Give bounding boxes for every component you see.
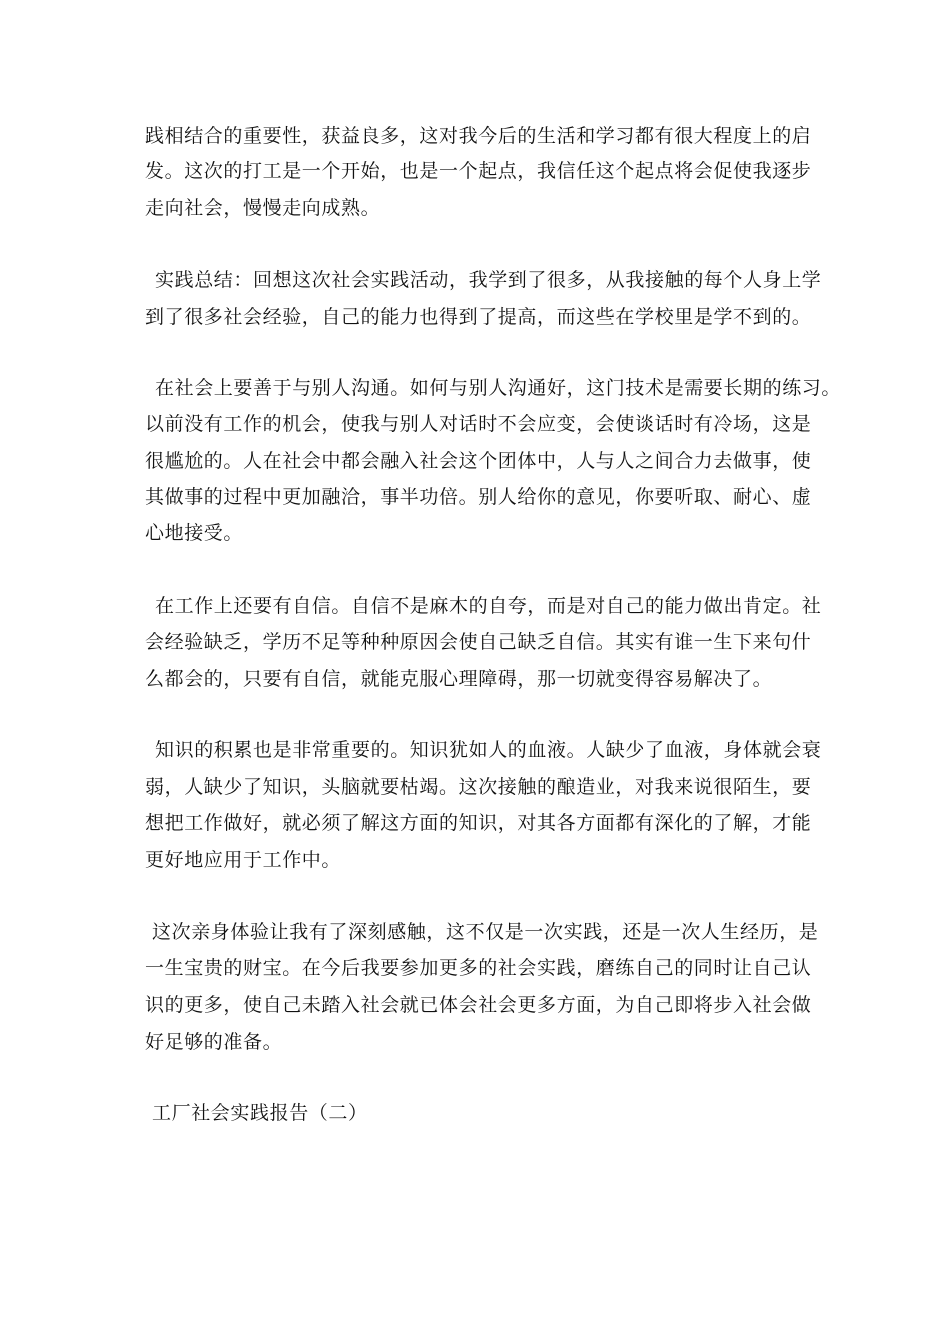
paragraph-1-line-2: 发。这次的打工是一个开始，也是一个起点，我信任这个起点将会促使我逐步: [145, 160, 812, 182]
experience-paragraph-line-3: 识的更多，使自己未踏入社会就已体会社会更多方面，为自己即将步入社会做: [145, 994, 812, 1016]
communication-paragraph-line-3: 很尴尬的。人在社会中都会融入社会这个团体中，人与人之间合力去做事，使: [145, 450, 812, 472]
communication-paragraph-line-1: 在社会上要善于与别人沟通。如何与别人沟通好，这门技术是需要长期的练习。: [155, 377, 842, 399]
confidence-paragraph-line-1: 在工作上还要有自信。自信不是麻木的自夸，而是对自己的能力做出肯定。社: [155, 595, 822, 617]
confidence-paragraph-line-3: 么都会的，只要有自信，就能克服心理障碍，那一切就变得容易解决了。: [145, 668, 773, 690]
experience-paragraph-line-1: 这次亲身体验让我有了深刻感触，这不仅是一次实践，还是一次人生经历，是: [152, 921, 819, 943]
knowledge-paragraph-line-1: 知识的积累也是非常重要的。知识犹如人的血液。人缺少了血液，身体就会衰: [155, 739, 822, 761]
knowledge-paragraph-line-4: 更好地应用于工作中。: [145, 849, 342, 871]
experience-paragraph-line-2: 一生宝贵的财宝。在今后我要参加更多的社会实践，磨练自己的同时让自己认: [145, 957, 812, 979]
paragraph-1-line-1: 践相结合的重要性，获益良多，这对我今后的生活和学习都有很大程度上的启: [145, 125, 812, 147]
summary-paragraph-line-2: 到了很多社会经验，自己的能力也得到了提高，而这些在学校里是学不到的。: [145, 306, 812, 328]
paragraph-1-line-3: 走向社会，慢慢走向成熟。: [145, 197, 381, 219]
summary-paragraph-line-1: 实践总结：回想这次社会实践活动，我学到了很多，从我接触的每个人身上学: [155, 269, 822, 291]
communication-paragraph-line-4: 其做事的过程中更加融洽，事半功倍。别人给你的意见，你要听取、耐心、虚: [145, 486, 812, 508]
confidence-paragraph-line-2: 会经验缺乏，学历不足等种种原因会使自己缺乏自信。其实有谁一生下来句什: [145, 631, 812, 653]
communication-paragraph-line-2: 以前没有工作的机会，使我与别人对话时不会应变，会使谈话时有冷场，这是: [145, 413, 812, 435]
communication-paragraph-line-5: 心地接受。: [145, 522, 244, 544]
knowledge-paragraph-line-3: 想把工作做好，就必须了解这方面的知识，对其各方面都有深化的了解，才能: [145, 812, 812, 834]
experience-paragraph-line-4: 好足够的准备。: [145, 1031, 283, 1053]
section-heading: 工厂社会实践报告（二）: [152, 1102, 368, 1124]
knowledge-paragraph-line-2: 弱，人缺少了知识，头脑就要枯竭。这次接触的酿造业，对我来说很陌生，要: [145, 776, 812, 798]
